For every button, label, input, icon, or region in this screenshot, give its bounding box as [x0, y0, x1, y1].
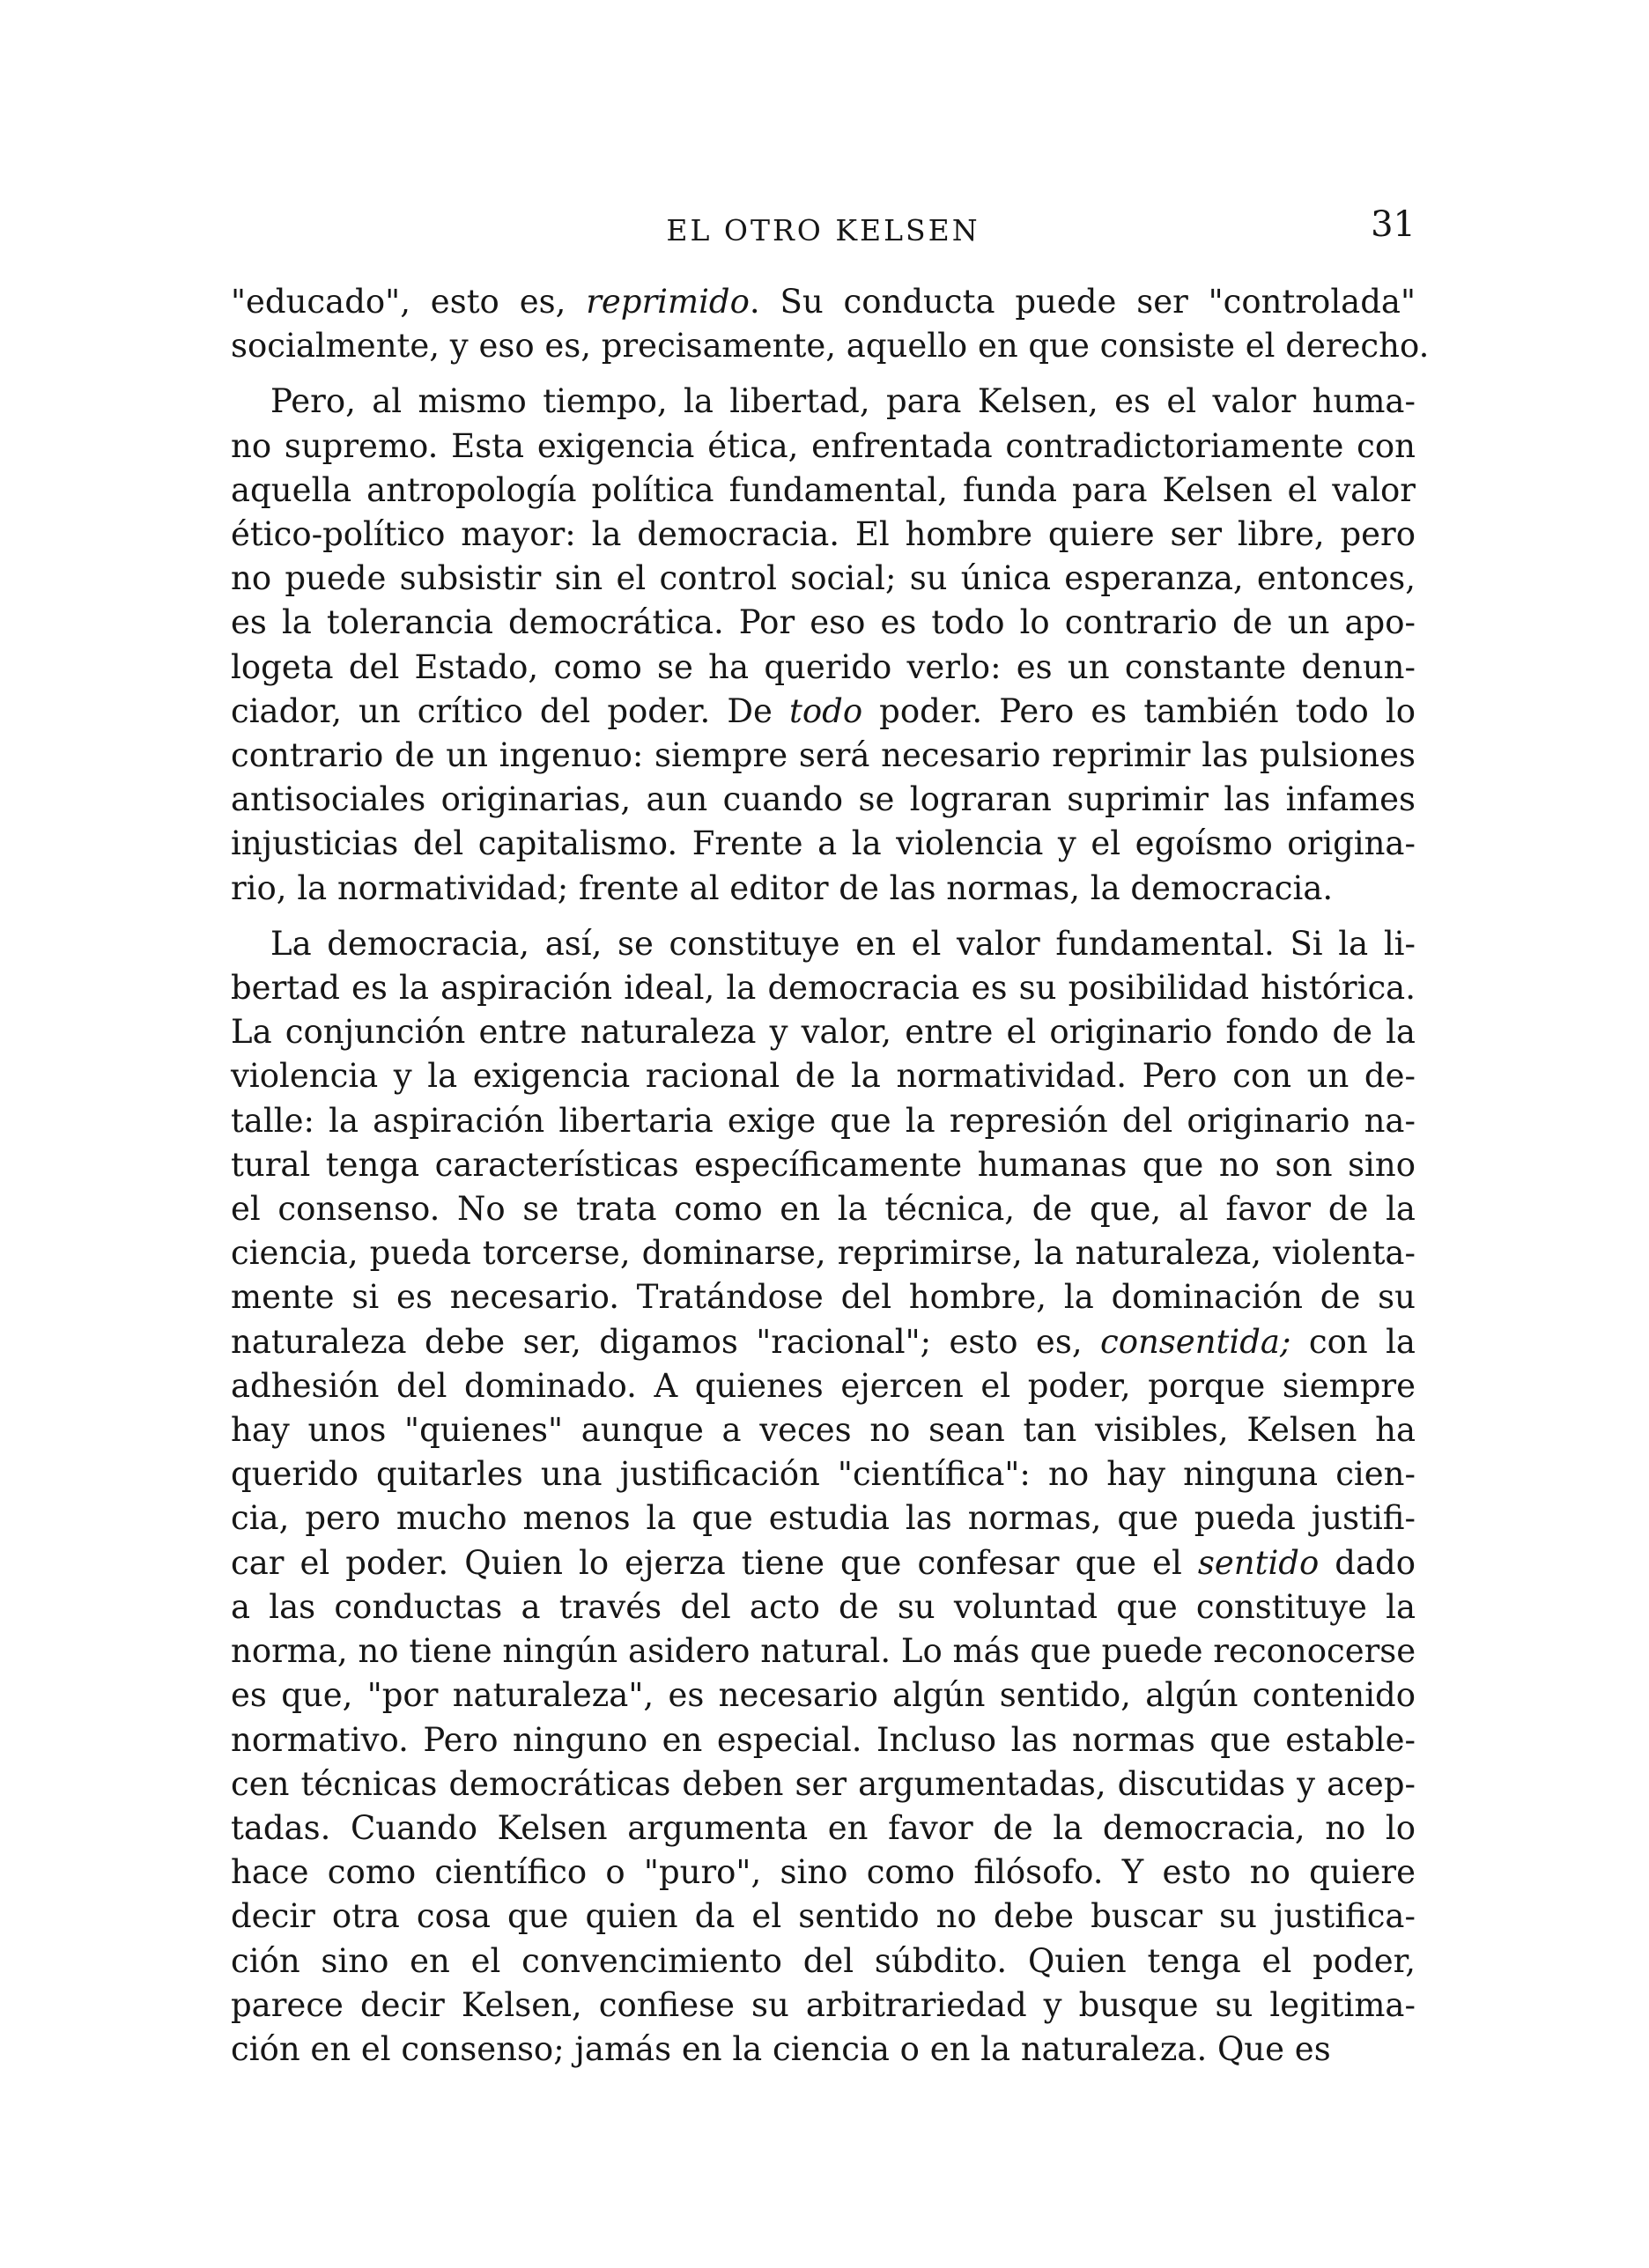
- text-line: hay unos "quienes" aunque a veces no sean tan visibles, Kelsen ha: [231, 1411, 1416, 1450]
- body-text: [231, 280, 1430, 2072]
- text-line: tural tenga características específicamente humanas que no son sino: [231, 1145, 1416, 1184]
- running-title: EL OTRO KELSEN: [666, 213, 980, 247]
- text-line: injusticias del capitalismo. Frente a la violencia y el egoísmo origina-: [231, 824, 1416, 863]
- text-line: "educado", esto es, reprimido. Su conducta puede ser "controlada": [231, 283, 1416, 321]
- text-line: el consenso. No se trata como en la técnica, de que, al favor de la: [231, 1190, 1416, 1229]
- text-line: bertad es la aspiración ideal, la democracia es su posibilidad histórica.: [231, 969, 1416, 1008]
- text-line: cia, pero mucho menos la que estudia las normas, que pueda justifi-: [231, 1499, 1416, 1538]
- text-line: contrario de un ingenuo: siempre será necesario reprimir las pulsiones: [231, 736, 1416, 775]
- paragraph: [231, 922, 1416, 2072]
- italic-emphasis: sentido: [1197, 1543, 1320, 1582]
- text-line: decir otra cosa que quien da el sentido no debe buscar su justifica-: [231, 1897, 1416, 1936]
- text-line: normativo. Pero ninguno en especial. Incluso las normas que estable-: [231, 1720, 1416, 1759]
- text-line: ciador, un crítico del poder. De todo poder. Pero es también todo lo: [231, 691, 1416, 730]
- text-line: hace como científico o "puro", sino como filósofo. Y esto no quiere: [231, 1853, 1416, 1892]
- text-line: ético-político mayor: la democracia. El hombre quiere ser libre, pero: [231, 515, 1416, 554]
- text-line: naturaleza debe ser, digamos "racional"; esto es, consentida; con la: [231, 1322, 1416, 1361]
- text-line: norma, no tiene ningún asidero natural. Lo más que puede reconocerse: [231, 1632, 1416, 1671]
- text-line: logeta del Estado, como se ha querido verlo: es un constante denun-: [231, 647, 1416, 686]
- text-line: es la tolerancia democrática. Por eso es todo lo contrario de un apo-: [231, 603, 1416, 642]
- text-line: no supremo. Esta exigencia ética, enfrentada contradictoriamente con: [231, 426, 1416, 465]
- text-line: ciencia, pueda torcerse, dominarse, reprimirse, la naturaleza, violenta-: [231, 1234, 1416, 1273]
- text-line: talle: la aspiración libertaria exige que la represión del originario na-: [231, 1101, 1416, 1140]
- text-line: querido quitarles una justificación "científica": no hay ninguna cien-: [231, 1455, 1416, 1494]
- page-header: [231, 204, 1416, 257]
- italic-emphasis: reprimido: [586, 283, 750, 321]
- text-line: ción sino en el convencimiento del súbdito. Quien tenga el poder,: [231, 1941, 1416, 1980]
- text-line: violencia y la exigencia racional de la normatividad. Pero con un de-: [231, 1057, 1416, 1096]
- paragraph: [231, 380, 1416, 910]
- page-number: 31: [1371, 204, 1416, 245]
- text-line: tadas. Cuando Kelsen argumenta en favor de la democracia, no lo: [231, 1808, 1416, 1847]
- text-line: car el poder. Quien lo ejerza tiene que confesar que el sentido dado: [231, 1543, 1416, 1582]
- italic-emphasis: todo: [788, 691, 863, 730]
- text-line: La conjunción entre naturaleza y valor, entre el originario fondo de la: [231, 1013, 1416, 1052]
- text-line: socialmente, y eso es, precisamente, aquello en que consiste el derecho.: [231, 327, 1430, 366]
- text-line: rio, la normatividad; frente al editor de las normas, la democracia.: [231, 868, 1334, 907]
- text-line: mente si es necesario. Tratándose del hombre, la dominación de su: [231, 1278, 1416, 1317]
- text-line: es que, "por naturaleza", es necesario algún sentido, algún contenido: [231, 1676, 1416, 1715]
- text-line: ción en el consenso; jamás en la ciencia o en la naturaleza. Que es: [231, 2029, 1331, 2068]
- text-line: La democracia, así, se constituye en el valor fundamental. Si la li-: [270, 924, 1416, 963]
- text-line: cen técnicas democráticas deben ser argumentadas, discutidas y acep-: [231, 1764, 1416, 1803]
- text-line: parece decir Kelsen, confiese su arbitrariedad y busque su legitima-: [231, 1985, 1416, 2024]
- text-line: a las conductas a través del acto de su voluntad que constituye la: [231, 1587, 1416, 1626]
- text-line: Pero, al mismo tiempo, la libertad, para Kelsen, es el valor huma-: [270, 382, 1416, 421]
- text-line: antisociales originarias, aun cuando se lograran suprimir las infames: [231, 780, 1416, 819]
- italic-emphasis: consentida;: [1099, 1322, 1291, 1361]
- text-line: aquella antropología política fundamental, funda para Kelsen el valor: [231, 470, 1416, 509]
- paragraph: [231, 280, 1430, 368]
- text-line: adhesión del dominado. A quienes ejercen el poder, porque siempre: [231, 1366, 1416, 1405]
- text-line: no puede subsistir sin el control social; su única esperanza, entonces,: [231, 559, 1416, 598]
